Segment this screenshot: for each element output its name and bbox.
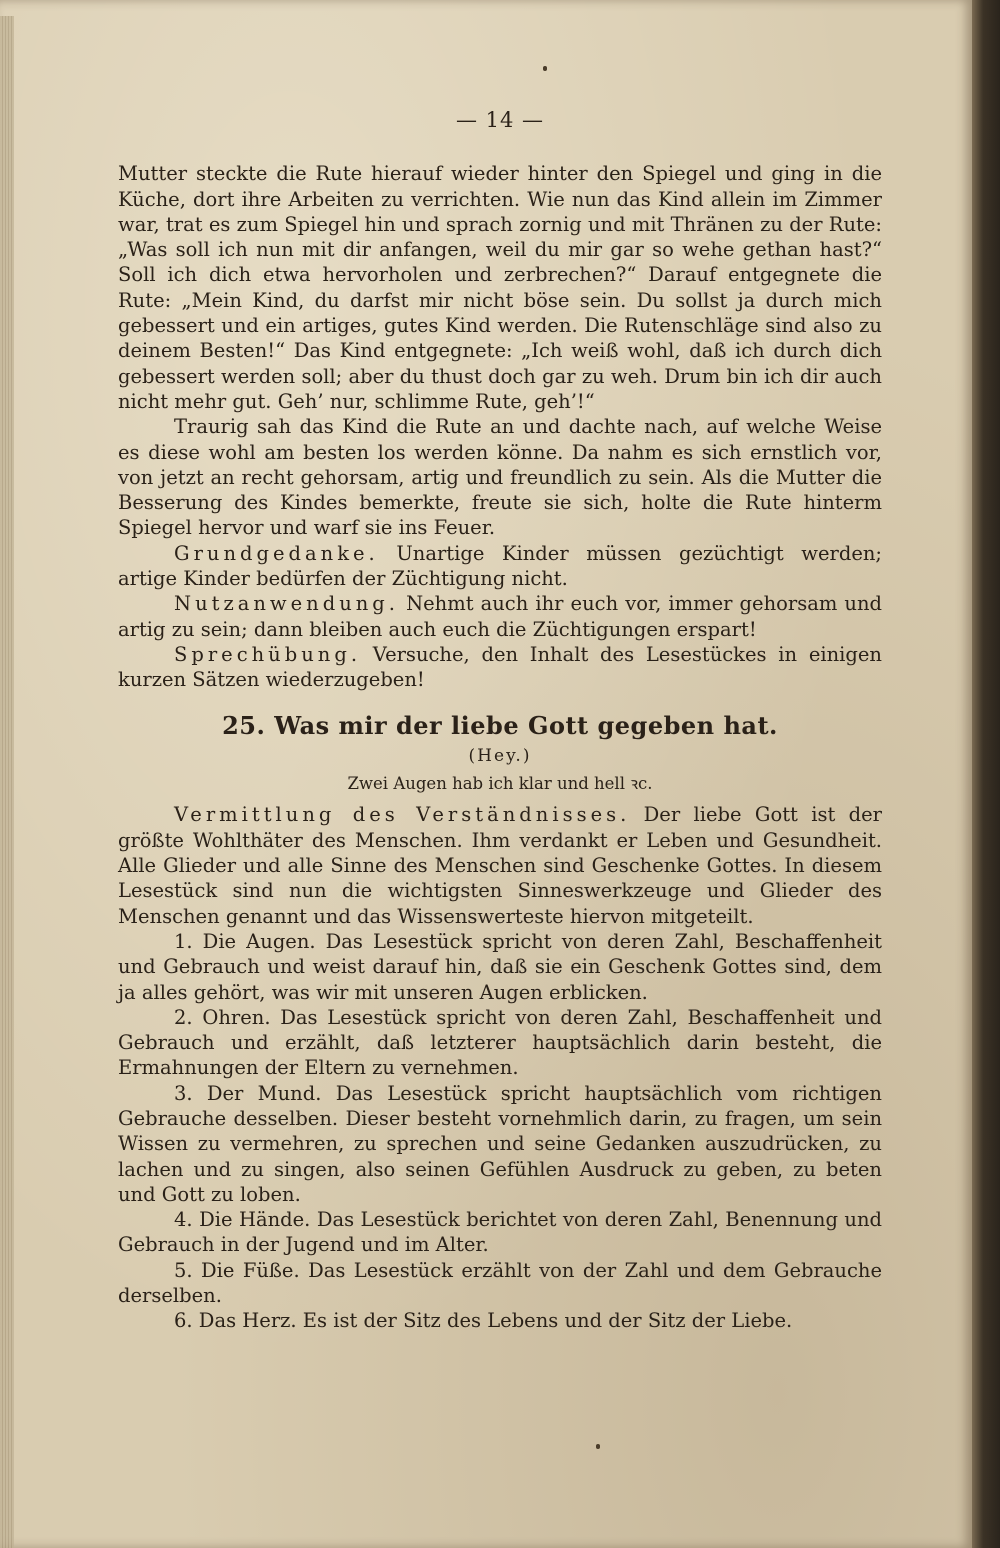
list-item: 2. Ohren. Das Lesestück spricht von deren Zahl, Beschaffenheit und Gebrauch und erzählt, daß letzterer hauptsächlich darin besteht, die Ermahnungen der Eltern zu vernehmen.: [118, 1005, 882, 1080]
nutzanwendung-label: Nutzanwendung.: [174, 592, 399, 616]
page-edges: [0, 16, 14, 1548]
vermittlung-text: Der liebe Gott ist der größte Wohlthäter des Menschen. Ihm verdankt er Leben und Gesundheit. Alle Glieder und alle Sinne des Menschen sind Geschenke Gottes. In diesem Lesestück sind nun die wichtigsten Sinneswerkzeuge und Glieder des Menschen genannt und das Wissenswerteste hiervon mitgeteilt.: [118, 803, 882, 928]
section-subtitle: Zwei Augen hab ich klar und hell ꝛc.: [347, 774, 653, 794]
list-item: 1. Die Augen. Das Lesestück spricht von deren Zahl, Beschaffenheit und Gebrauch und weist darauf hin, daß sie ein Geschenk Gottes sind, dem ja alles gehört, was wir mit unseren Augen erblicken.: [118, 929, 882, 1004]
grundgedanke-paragraph: [118, 541, 882, 592]
page-content: [118, 108, 882, 1334]
story-paragraph: Mutter steckte die Rute hierauf wieder hinter den Spiegel und ging in die Küche, dort ihre Arbeiten zu verrichten. Wie nun das Kind allein im Zimmer war, trat es zum Spiegel hin und sprach zornig und mit Thränen zu der Rute: „Was soll ich nun mit dir anfangen, weil du mir gar so wehe gethan hast?“ Soll ich dich etwa hervorholen und zerbrechen?“ Darauf entgegnete die Rute: „Mein Kind, du darfst mir nicht böse sein. Du sollst ja durch mich gebessert und ein artiges, gutes Kind werden. Die Rutenschläge sind also zu deinem Besten!“ Das Kind entgegnete: „Ich weiß wohl, daß ich durch dich gebessert werden soll; aber du thust doch gar zu weh. Drum bin ich dir auch nicht mehr gut. Geh’ nur, schlimme Rute, geh’!“: [118, 162, 882, 413]
vermittlung-paragraph: [118, 802, 882, 928]
list-item: 6. Das Herz. Es ist der Sitz des Lebens und der Sitz der Liebe.: [174, 1309, 793, 1333]
ink-speck: [543, 66, 547, 71]
sprechuebung-text: Versuche, den Inhalt des Lesestückes in einigen kurzen Sätzen wiederzugeben!: [118, 642, 882, 692]
nutzanwendung-text: Nehmt auch ihr euch vor, immer gehorsam und artig zu sein; dann bleiben auch euch die Züchtigungen erspart!: [118, 592, 882, 641]
vermittlung-label: Vermittlung des Verständnisses.: [174, 803, 631, 827]
section-heading: 25. Was mir der liebe Gott gegeben hat.: [222, 710, 778, 740]
section-author: (Hey.): [468, 745, 532, 766]
grundgedanke-text: Unartige Kinder müssen gezüchtigt werden; artige Kinder bedürfen der Züchtigung nicht.: [118, 541, 882, 591]
list-item: 4. Die Hände. Das Lesestück berichtet von deren Zahl, Benennung und Gebrauch in der Jugend und im Alter.: [118, 1208, 882, 1257]
list-item: 5. Die Füße. Das Lesestück erzählt von der Zahl und dem Gebrauche derselben.: [118, 1258, 882, 1308]
list-item: 3. Der Mund. Das Lesestück spricht hauptsächlich vom richtigen Gebrauche desselben. Dieser besteht vornehmlich darin, zu fragen, um sein Wissen zu vermehren, zu sprechen und seine Gedanken auszudrücken, zu lachen und zu singen, also seinen Gefühlen Ausdruck zu geben, zu beten und Gott zu loben.: [118, 1081, 882, 1206]
nutzanwendung-paragraph: [118, 591, 882, 642]
book-spine-edge: [972, 0, 1000, 1548]
story-paragraph: Traurig sah das Kind die Rute an und dachte nach, auf welche Weise es diese wohl am besten los werden könne. Da nahm es sich ernstlich vor, von jetzt an recht gehorsam, artig und freundlich zu sein. Als die Mutter die Besserung des Kindes bemerkte, freute sie sich, holte die Rute hinterm Spiegel hervor und warf sie ins Feuer.: [118, 415, 882, 540]
page-number: — 14 —: [455, 108, 545, 132]
sprechuebung-label: Sprechübung.: [174, 642, 362, 666]
sprechuebung-paragraph: [118, 642, 882, 693]
grundgedanke-label: Grundgedanke.: [174, 541, 379, 565]
ink-speck: [596, 1444, 600, 1449]
